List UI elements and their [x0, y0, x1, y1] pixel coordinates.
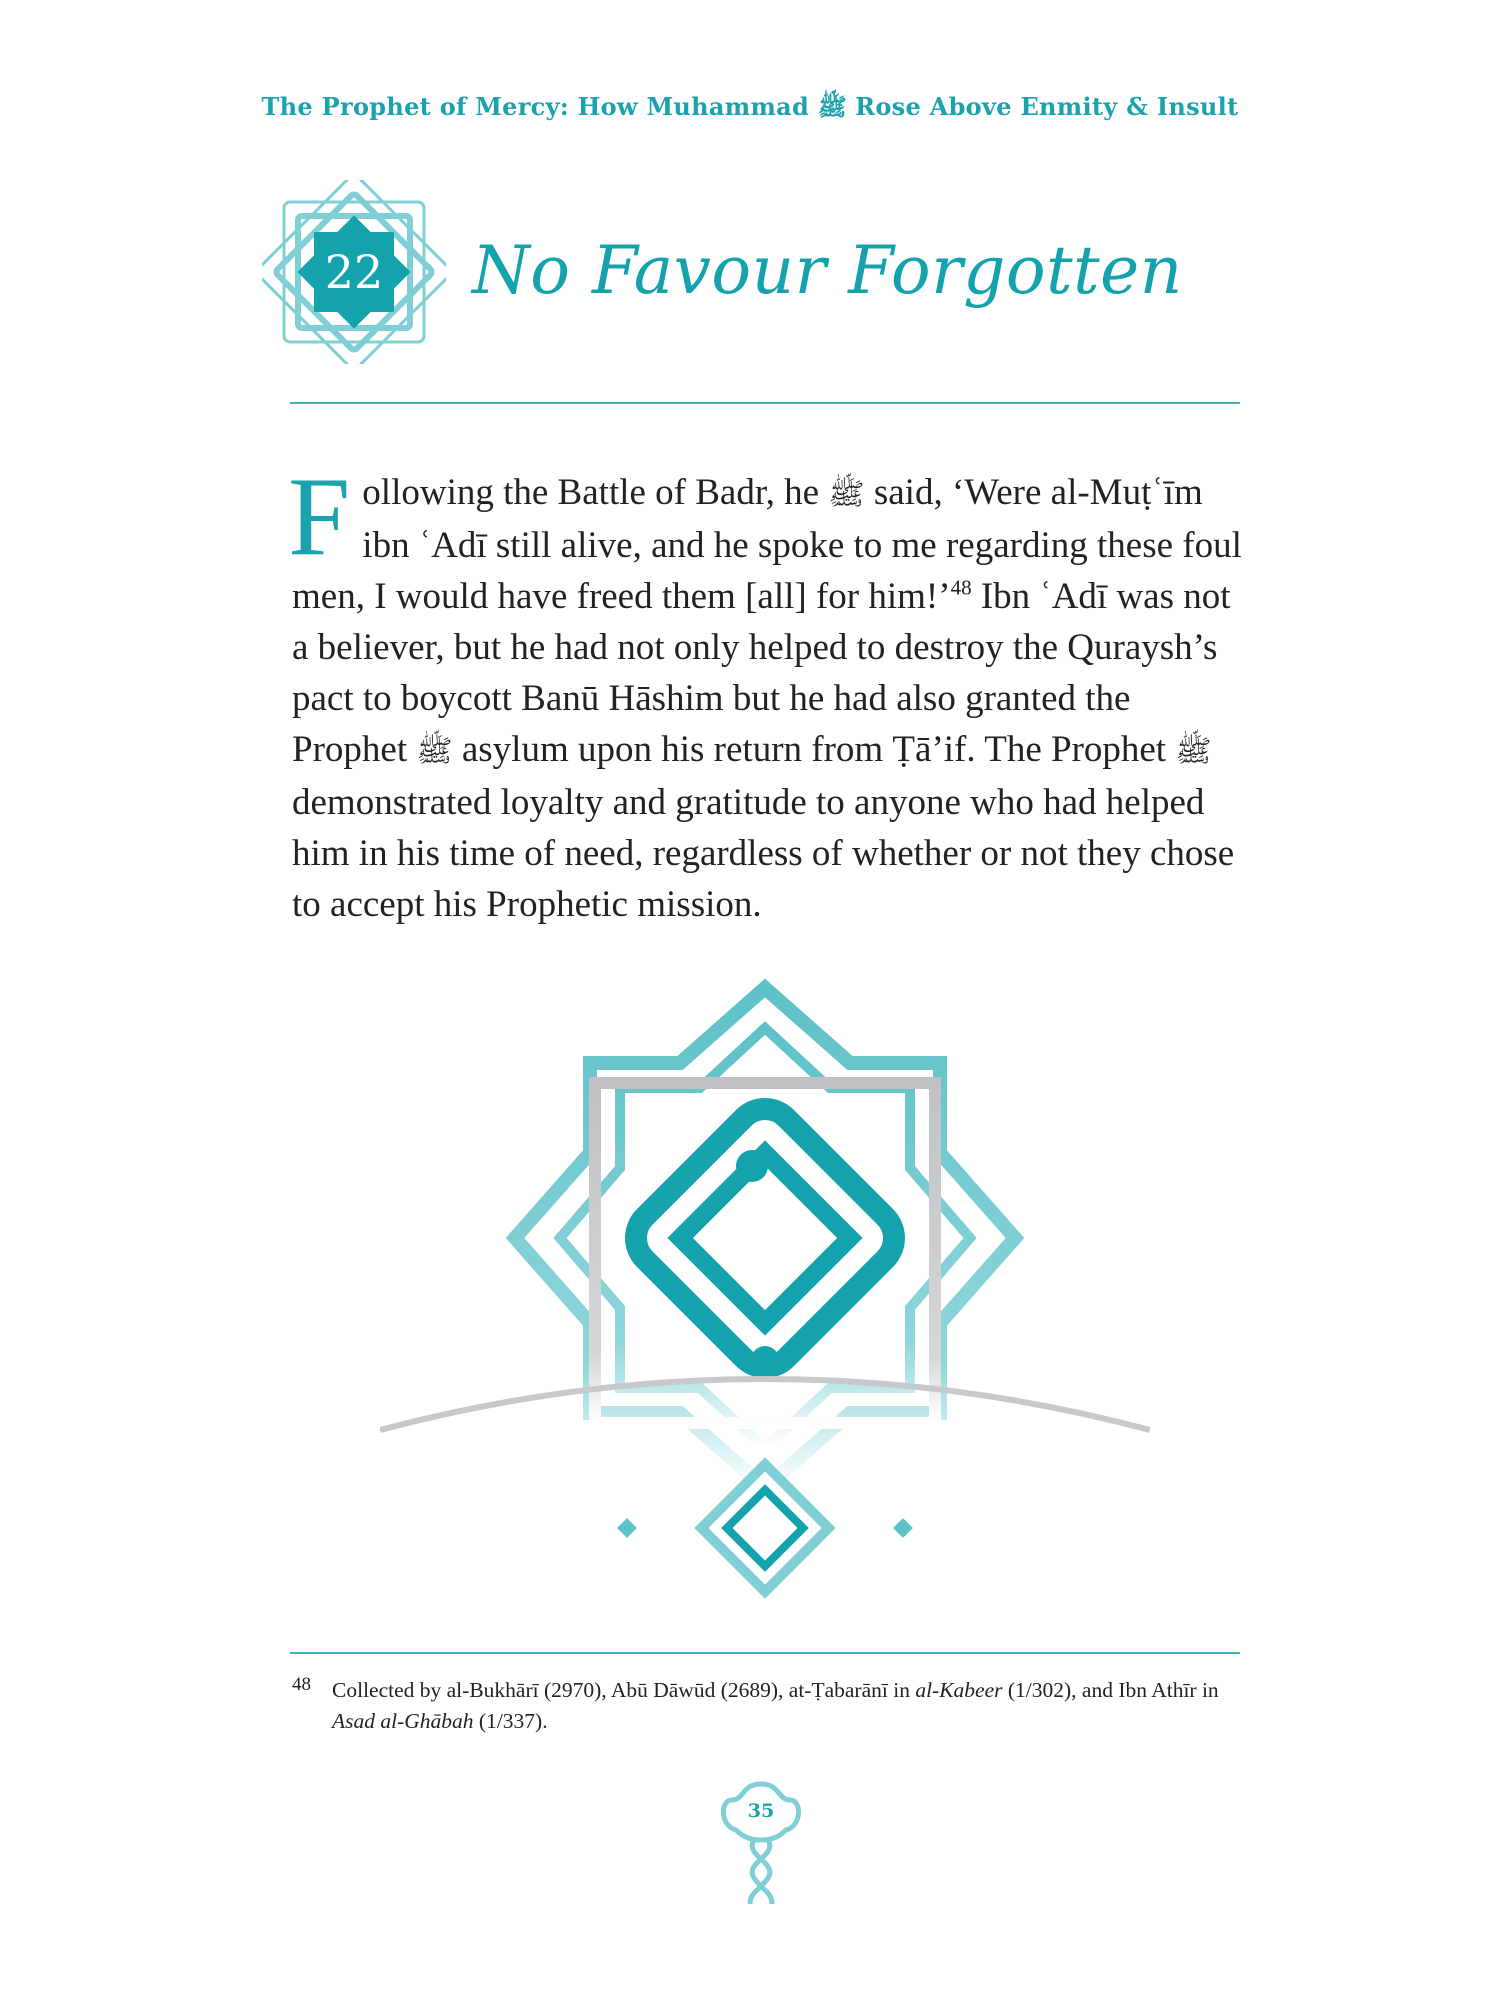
footnote	[292, 1675, 1242, 1737]
title-divider	[290, 402, 1240, 404]
footnote-text: Collected by al-Bukhārī (2970), Abū Dāwūd (2689), at-Ṭabarānī in al-Kabeer (1/302), and Ibn Athīr in Asad al-Ghābah (1/337).	[332, 1678, 1219, 1733]
drop-cap: F	[288, 455, 351, 579]
footnote-source-title: Asad al-Ghābah	[332, 1709, 474, 1733]
honorific-glyph: ﷺ	[416, 735, 453, 768]
footnote-divider	[290, 1652, 1240, 1654]
chapter-number: 22	[324, 245, 384, 299]
page-number: 35	[747, 1800, 775, 1822]
chapter-title: No Favour Forgotten	[472, 232, 1183, 309]
running-header: The Prophet of Mercy: How Muhammad ﷺ Rose Above Enmity & Insult	[261, 92, 1239, 121]
body-text-3: Ibn ʿAdī was not a believer, but he had not only helped to destroy the Quraysh’s pact to boycott Banū Hāshim but he had also granted the Prophet	[292, 576, 1231, 770]
footnote-source-title: al-Kabeer	[915, 1678, 1003, 1702]
body-text-5: demonstrated loyalty and gratitude to anyone who had helped him in his time of need, regardless of whether or not they chose to accept his Prophetic mission.	[292, 782, 1235, 925]
body-paragraph	[288, 455, 1242, 930]
body-text-4: asylum upon his return from Ṭā’if. The Prophet	[452, 729, 1176, 770]
body-text-2: said, ‘Were al-Muṭʿīm ibn ʿAdī still alive, and he spoke to me regarding these foul men, I would have freed them [all] for him!’	[292, 472, 1242, 617]
calligraphy-ornament	[380, 968, 1150, 1608]
footnote-number: 48	[292, 1674, 311, 1695]
honorific-glyph: ﷺ	[1175, 735, 1212, 768]
footnote-reference[interactable]: 48	[950, 575, 972, 600]
honorific-glyph: ﷺ	[828, 478, 865, 511]
page-number-emblem	[720, 1778, 802, 1908]
body-text-1: ollowing the Battle of Badr, he	[362, 472, 829, 513]
